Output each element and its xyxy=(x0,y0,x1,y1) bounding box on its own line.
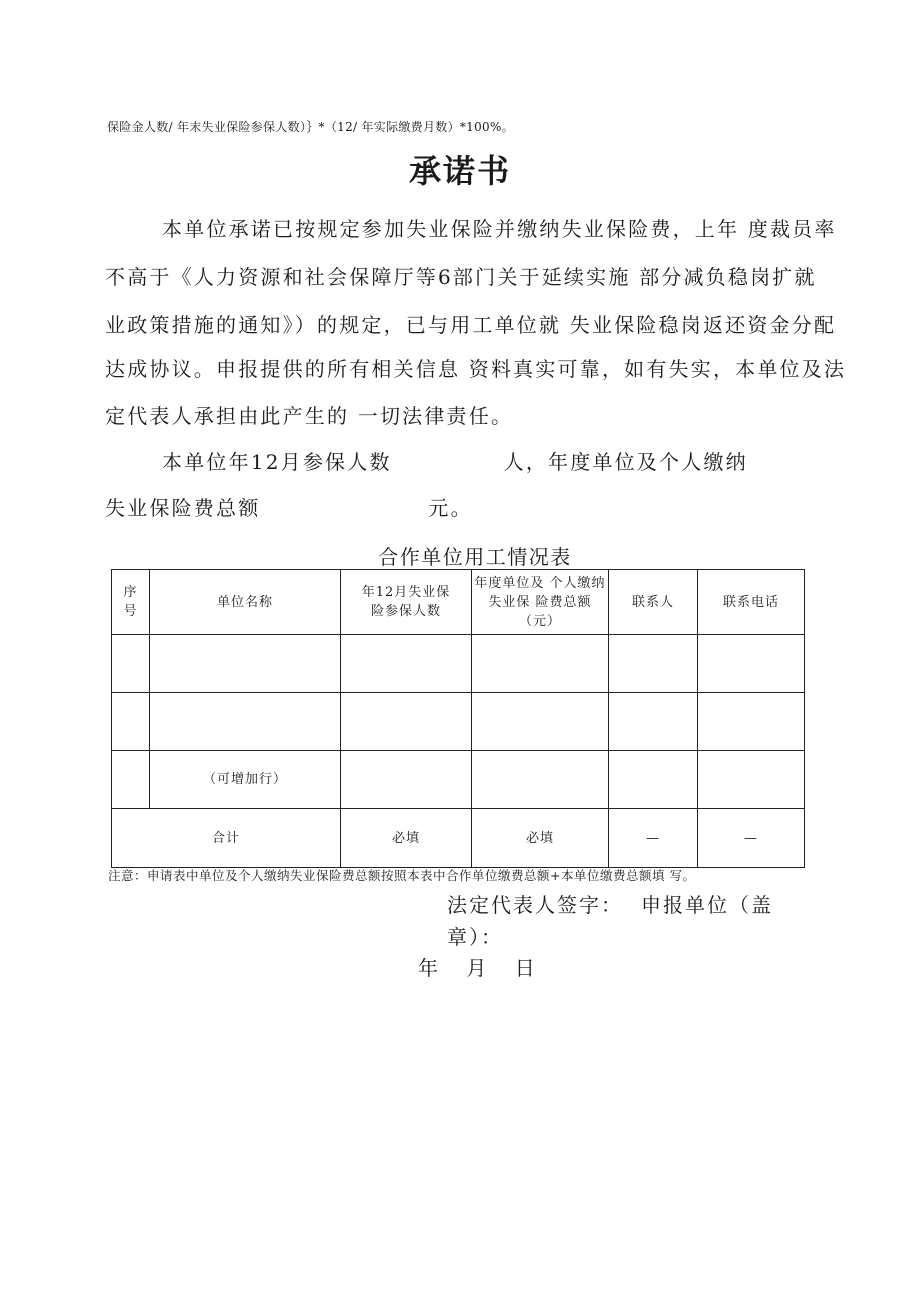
cell-seq[interactable] xyxy=(112,693,150,751)
cell-contact[interactable] xyxy=(609,635,698,693)
cell-fee-total[interactable] xyxy=(472,751,609,809)
date-month-label: 月 xyxy=(466,956,489,980)
cell-unit-name[interactable] xyxy=(150,693,341,751)
insured-fee-label: 人，年度单位及个人缴纳 xyxy=(503,450,748,474)
cell-unit-name[interactable] xyxy=(150,635,341,693)
date-year-label: 年 xyxy=(418,956,440,980)
total-phone-dash: — xyxy=(698,809,805,868)
insured-count-line xyxy=(162,450,815,474)
total-fee-unit: 元。 xyxy=(428,496,473,520)
table-row xyxy=(112,635,805,693)
header-seq: 序号 xyxy=(112,570,150,635)
table-caption: 合作单位用工情况表 xyxy=(378,545,572,569)
total-fee-line xyxy=(105,496,815,520)
commitment-line-5: 定代表人承担由此产生的 一切法律责任。 xyxy=(105,404,514,428)
commitment-line-1: 本单位承诺已按规定参加失业保险并缴纳失业保险费，上年 度裁员率 xyxy=(162,217,837,241)
total-fee-label: 失业保险费总额 xyxy=(105,496,261,520)
cell-insured-count[interactable] xyxy=(341,635,472,693)
cell-fee-total[interactable] xyxy=(472,693,609,751)
commitment-line-4: 达成协议。申报提供的所有相关信息 资料真实可靠，如有失实，本单位及法 xyxy=(105,357,847,381)
cell-contact[interactable] xyxy=(609,751,698,809)
total-contact-dash: — xyxy=(609,809,698,868)
legal-rep-signature-label: 法定代表人签字： xyxy=(447,893,623,917)
header-phone: 联系电话 xyxy=(698,570,805,635)
insured-count-label: 本单位年12月参保人数 xyxy=(162,450,392,474)
cell-insured-count[interactable] xyxy=(341,693,472,751)
cell-insured-count[interactable] xyxy=(341,751,472,809)
header-unit-name: 单位名称 xyxy=(150,570,341,635)
commitment-line-3: 业政策措施的通知》）的规定，已与用工单位就 失业保险稳岗返还资金分配 xyxy=(105,313,837,337)
date-line xyxy=(418,956,537,980)
total-label: 合计 xyxy=(112,809,341,868)
cell-phone[interactable] xyxy=(698,693,805,751)
header-insured-count: 年12月失业保险参保人数 xyxy=(341,570,472,635)
header-note: 保险金人数/ 年末失业保险参保人数）｝*（12/ 年实际缴费月数）*100%。 xyxy=(107,120,514,134)
table-row xyxy=(112,693,805,751)
cooperation-table xyxy=(111,569,805,868)
table-header-row xyxy=(112,570,805,635)
cell-contact[interactable] xyxy=(609,693,698,751)
total-fee-required[interactable]: 必填 xyxy=(472,809,609,868)
table-row xyxy=(112,751,805,809)
applicant-seal-label: 申报单位（盖 xyxy=(641,893,773,917)
table-footnote: 注意：申请表中单位及个人缴纳失业保险费总额按照本表中合作单位缴费总额+本单位缴费总额填 写。 xyxy=(108,868,696,883)
cell-seq[interactable] xyxy=(112,635,150,693)
date-day-label: 日 xyxy=(514,956,537,980)
header-fee-total: 年度单位及 个人缴纳失业保 险费总额（元） xyxy=(472,570,609,635)
cell-phone[interactable] xyxy=(698,635,805,693)
cell-seq[interactable] xyxy=(112,751,150,809)
applicant-seal-label-cont: 章）： xyxy=(447,925,503,949)
cell-unit-name[interactable]: （可增加行） xyxy=(150,751,341,809)
page-title: 承诺书 xyxy=(408,152,511,190)
cell-fee-total[interactable] xyxy=(472,635,609,693)
total-insured-required[interactable]: 必填 xyxy=(341,809,472,868)
total-row xyxy=(112,809,805,868)
commitment-line-2: 不高于《人力资源和社会保障厅等6部门关于延续实施 部分减负稳岗扩就 xyxy=(105,265,817,289)
cell-phone[interactable] xyxy=(698,751,805,809)
signature-line xyxy=(447,893,773,917)
header-contact: 联系人 xyxy=(609,570,698,635)
